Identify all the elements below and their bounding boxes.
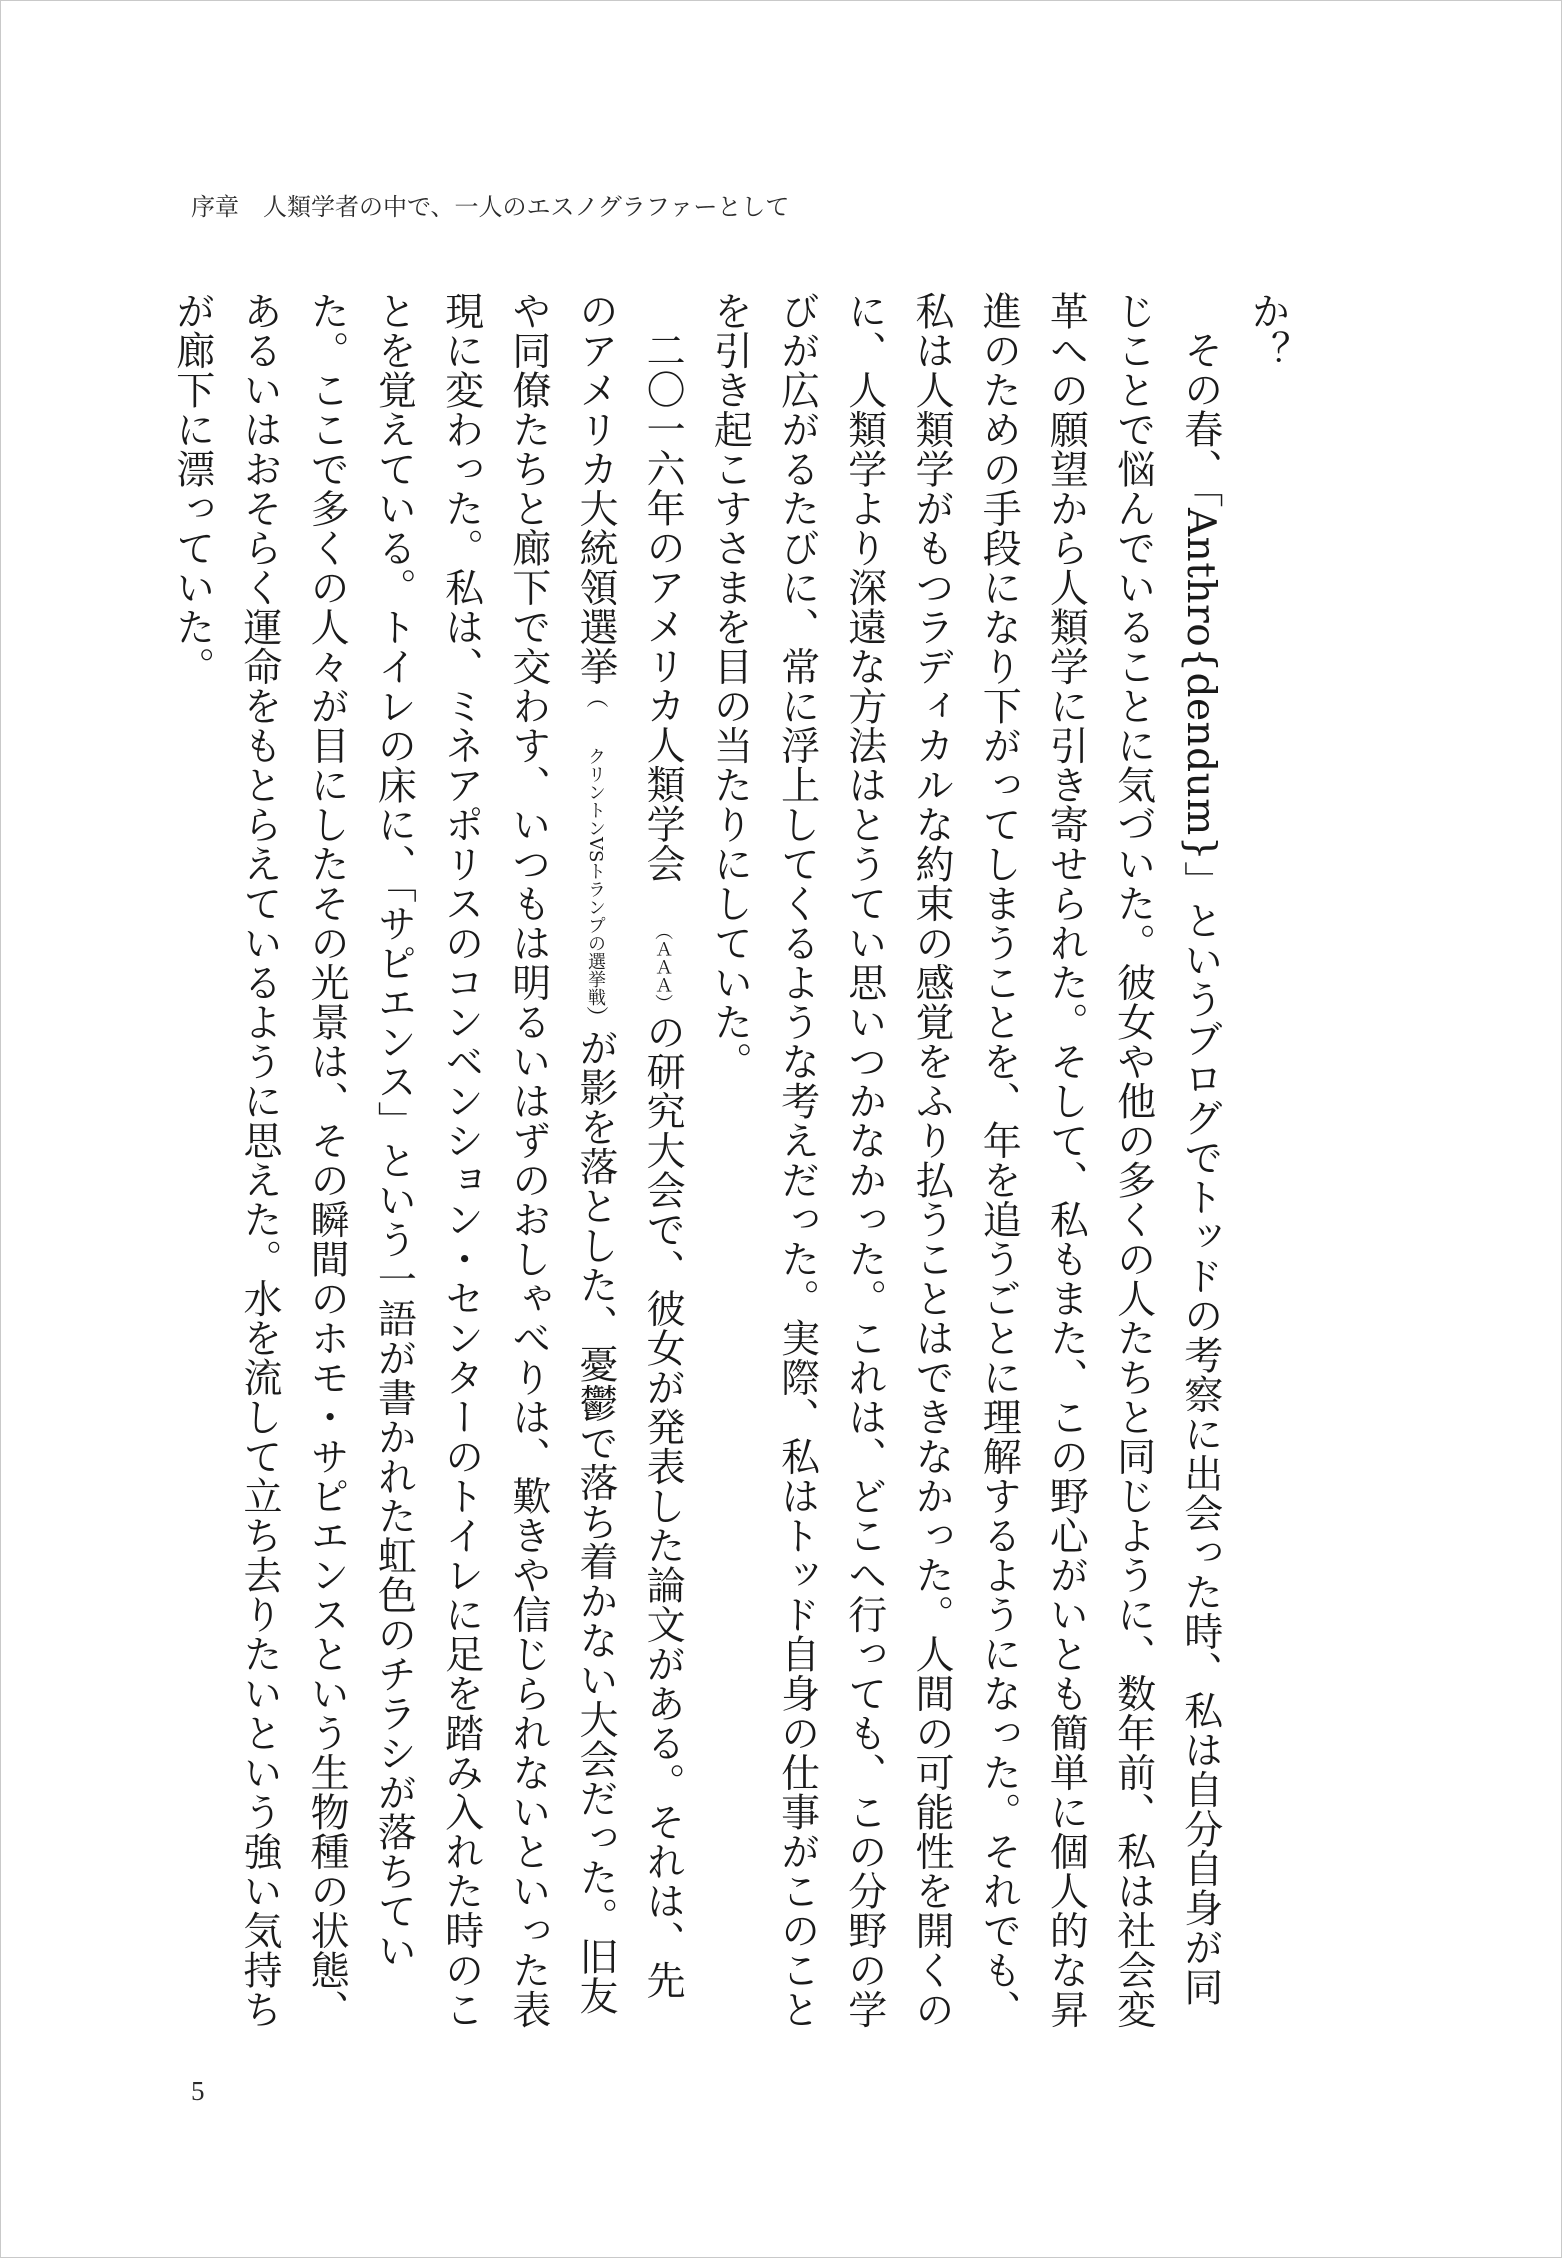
paragraph: その春、「Anthro{dendum}」というブログでトッドの考察に出会った時、私は自分自身が同じことで悩んでいることに気づいた。彼女や他の多くの人たちと同じように、数年前、私は社会変革への願望から人類学に引き寄せられた。そして、私もまた、この野心がいとも簡単に個人的な昇進のための手段になり下がってしまうことを、年を追うごとに理解するようになった。それでも、私は人類学がもつラディカルな約束の感覚をふり払うことはできなかった。人間の可能性を開くのに、人類学より深遠な方法はとうてい思いつかなかった。これは、どこへ行っても、この分野の学びが広がるたびに、常に浮上してくるような考えだった。実際、私はトッド自身の仕事がこのことを引き起こすさまを目の当たりにしていた。 [707,291,1223,2029]
annotation-aaa: （ＡＡＡ） [652,922,674,1012]
paragraph-text: が影を落とした、憂鬱で落ち着かない大会だった。旧友や同僚たちと廊下で交わす、いつもは明るいはずのおしゃべりは、歎きや信じられないといった表現に変わった。私は、ミネアポリスのコンベンション・センターのトイレに足を踏み入れた時のことを覚えている。トイレの床に、「サピエンス」という一語が書かれた虹色のチラシが落ちていた。ここで多くの人々が目にしたその光景は、その瞬間のホモ・サピエンスという生物種の状態、あるいはおそらく運命をもとらえているように思えた。水を流して立ち去りたいという強い気持ちが廊下に漂っていた。 [169,291,618,2029]
running-head: 序章 人類学者の中で、一人のエスノグラファーとして [191,193,790,221]
paragraph-continuation: か？ [1245,291,1290,370]
paragraph-text: の研究大会で、彼女が発表した論文がある。それは、先のアメリカ大統領選挙 [572,291,686,2000]
body-text [169,291,1301,2031]
paragraph-text: 二〇一六年のアメリカ人類学会 [640,330,686,883]
annotation-warichu: クリントンVSトランプの選挙戦 [584,747,606,1007]
annotation-paren-close: ） [582,1006,608,1029]
paragraph [159,291,697,2031]
page-number: 5 [191,2076,205,2106]
annotation-paren-open: （ [582,686,608,708]
